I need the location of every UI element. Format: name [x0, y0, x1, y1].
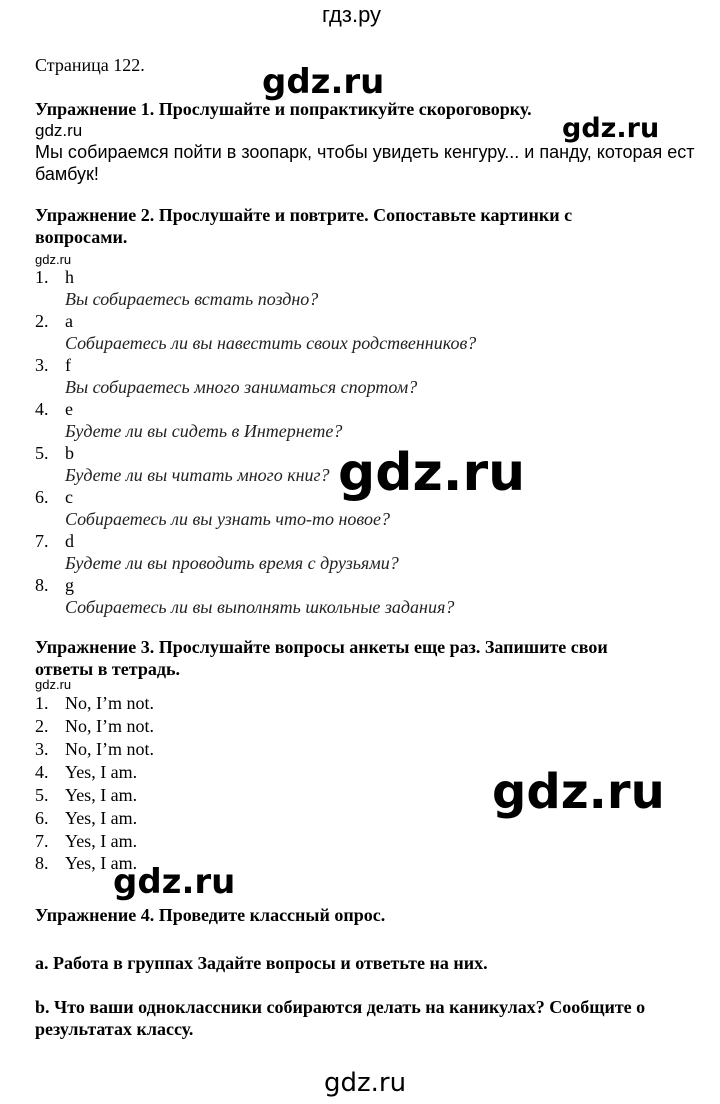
list-item-translation: Будете ли вы сидеть в Интернете? [65, 421, 343, 441]
list-item-answer: b [65, 443, 74, 463]
list-item-number: 5. [35, 443, 49, 463]
list-item-answer: f [65, 355, 71, 375]
list-item-answer: Yes, I am. [65, 808, 138, 828]
list-item-number: 6. [35, 808, 49, 828]
site-header: гдз.ру [322, 2, 382, 27]
list-item-number: 4. [35, 762, 49, 782]
watermark: gdz.ru [492, 764, 665, 820]
list-item-number: 2. [35, 716, 49, 736]
list-item-translation: Будете ли вы проводить время с друзьями? [65, 553, 399, 573]
list-item-answer: No, I’m not. [65, 693, 154, 713]
watermark: gdz.ru [35, 121, 83, 140]
list-item-translation: Собираетесь ли вы выполнять школьные задания? [65, 597, 455, 617]
list-item-answer: e [65, 399, 73, 419]
list-item-number: 1. [35, 693, 49, 713]
list-item-number: 1. [35, 267, 49, 287]
list-item-answer: a [65, 311, 73, 331]
list-item-number: 3. [35, 355, 49, 375]
watermark: gdz.ru [35, 252, 72, 267]
list-item-number: 7. [35, 831, 49, 851]
exercise-1-title: Упражнение 1. Прослушайте и попрактикуйте скороговорку. [35, 99, 532, 119]
exercise-4-item-b: результатах классу. [35, 1019, 194, 1039]
list-item-translation: Будете ли вы читать много книг? [65, 465, 330, 485]
watermark: gdz.ru [324, 1068, 407, 1098]
watermark: gdz.ru [35, 677, 72, 692]
list-item-number: 7. [35, 531, 49, 551]
list-item-answer: No, I’m not. [65, 716, 154, 736]
list-item-number: 6. [35, 487, 49, 507]
list-item-translation: Собираетесь ли вы узнать что-то новое? [65, 509, 390, 529]
exercise-2-title: Упражнение 2. Прослушайте и повтрите. Сопоставьте картинки с [35, 205, 573, 225]
watermark: gdz.ru [338, 443, 526, 503]
watermark: gdz.ru [262, 62, 385, 102]
list-item-number: 8. [35, 575, 49, 595]
list-item-number: 8. [35, 853, 49, 873]
list-item-number: 5. [35, 785, 49, 805]
list-item-number: 4. [35, 399, 49, 419]
list-item-answer: g [65, 575, 74, 595]
list-item-number: 2. [35, 311, 49, 331]
list-item-translation: Собираетесь ли вы навестить своих родственников? [65, 333, 477, 353]
watermark: gdz.ru [113, 862, 236, 902]
list-item-translation: Вы собираетесь встать поздно? [65, 289, 319, 309]
list-item-answer: h [65, 267, 74, 287]
exercise-4-item-b: b. Что ваши одноклассники собираются делать на каникулах? Сообщите о [35, 997, 646, 1017]
list-item-answer: c [65, 487, 73, 507]
exercise-3-title: Упражнение 3. Прослушайте вопросы анкеты еще раз. Запишите свои [35, 637, 608, 657]
list-item-answer: Yes, I am. [65, 831, 138, 851]
watermark: gdz.ru [562, 113, 660, 144]
list-item-answer: Yes, I am. [65, 785, 138, 805]
exercise-1-line: бамбук! [35, 164, 99, 184]
exercise-1-line: Мы собираемся пойти в зоопарк, чтобы увидеть кенгуру... и панду, которая ест [35, 142, 695, 162]
list-item-number: 3. [35, 739, 49, 759]
exercise-3-title: ответы в тетрадь. [35, 659, 180, 679]
exercise-4-item-a: a. Работа в группах Задайте вопросы и ответьте на них. [35, 953, 488, 973]
list-item-answer: Yes, I am. [65, 762, 138, 782]
list-item-answer: Yes, I am. [65, 853, 138, 873]
list-item-answer: d [65, 531, 74, 551]
list-item-translation: Вы собираетесь много заниматься спортом? [65, 377, 418, 397]
exercise-4-title: Упражнение 4. Проведите классный опрос. [35, 905, 386, 925]
list-item-answer: No, I’m not. [65, 739, 154, 759]
exercise-2-title: вопросами. [35, 227, 128, 247]
page-label: Страница 122. [35, 55, 145, 75]
